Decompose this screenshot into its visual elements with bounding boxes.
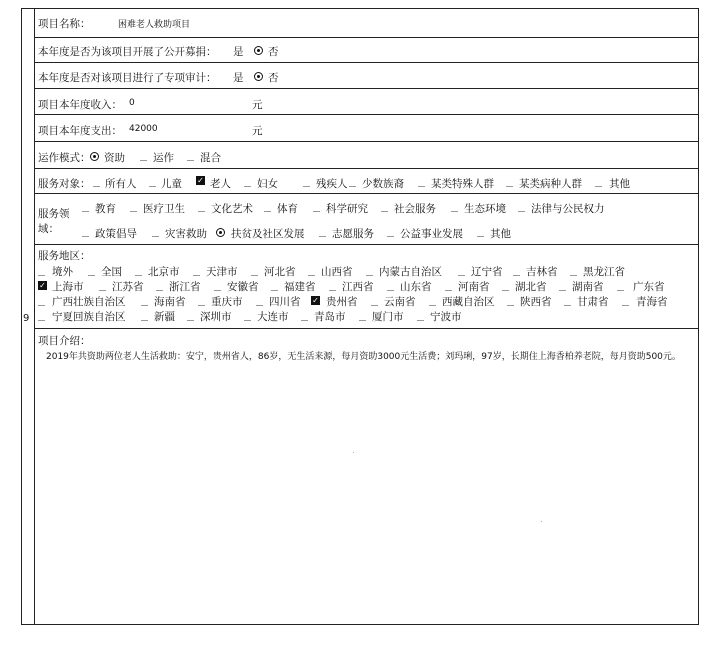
- field-label-other: 其他: [490, 228, 511, 240]
- area-label-heilongjiang: 黑龙江省: [583, 266, 625, 278]
- area-checkbox-liaoning[interactable]: [458, 268, 465, 276]
- area-checkbox-tibet[interactable]: [429, 298, 436, 306]
- area-label-jiangsu: 江苏省: [112, 281, 144, 293]
- special-audit-no-label: 否: [268, 72, 279, 84]
- area-label-dalian: 大连市: [257, 311, 289, 323]
- area-checkbox-hunan[interactable]: [559, 283, 566, 291]
- field-checkbox-culture[interactable]: [198, 204, 205, 212]
- field-label-social-service: 社会服务: [394, 203, 436, 215]
- area-label-guangdong: 广东省: [633, 281, 665, 293]
- target-label-minority: 少数族裔: [362, 178, 404, 190]
- area-checkbox-qingdao[interactable]: [301, 313, 308, 321]
- area-checkbox-guangxi[interactable]: [38, 298, 45, 306]
- area-label-shanxi: 山西省: [321, 266, 353, 278]
- target-checkbox-women[interactable]: [244, 179, 251, 187]
- project-name-label: 项目名称：: [38, 18, 91, 30]
- service-field-label-1: 服务领: [38, 208, 70, 220]
- area-label-gansu: 甘肃省: [577, 296, 609, 308]
- area-label-zhejiang: 浙江省: [169, 281, 201, 293]
- field-checkbox-sports[interactable]: [264, 204, 271, 212]
- operation-mode-label: 运作模式：: [38, 152, 91, 164]
- area-label-jilin: 吉林省: [526, 266, 558, 278]
- area-checkbox-chongqing[interactable]: [198, 298, 205, 306]
- target-label-all: 所有人: [105, 178, 137, 190]
- area-checkbox-shanghai[interactable]: ✓: [39, 281, 46, 290]
- area-label-fujian: 福建省: [284, 281, 316, 293]
- area-checkbox-fujian[interactable]: [271, 283, 278, 291]
- area-label-shaanxi: 陕西省: [520, 296, 552, 308]
- expense-row: [35, 115, 699, 142]
- area-checkbox-yunnan[interactable]: [371, 298, 378, 306]
- area-label-hubei: 湖北省: [515, 281, 547, 293]
- area-checkbox-hebei[interactable]: [251, 268, 258, 276]
- area-checkbox-shaanxi[interactable]: [507, 298, 514, 306]
- field-label-disaster: 灾害救助: [165, 228, 207, 240]
- field-checkbox-law[interactable]: [518, 204, 525, 212]
- area-checkbox-henan[interactable]: [445, 283, 452, 291]
- area-label-guizhou: 贵州省: [326, 296, 358, 308]
- field-label-education: 教育: [95, 203, 116, 215]
- area-checkbox-ningxia[interactable]: [38, 313, 45, 321]
- field-label-culture: 文化艺术: [211, 203, 253, 215]
- scan-speck: [541, 521, 542, 522]
- scan-speck: [353, 452, 354, 453]
- field-label-poverty: 扶贫及社区发展: [231, 228, 305, 240]
- operation-mode-operating-label: 运作: [153, 152, 174, 164]
- income-row: [35, 89, 699, 115]
- area-checkbox-shandong[interactable]: [387, 283, 394, 291]
- field-radio-poverty[interactable]: [216, 228, 225, 237]
- service-field-label-2: 域：: [38, 223, 59, 235]
- field-checkbox-ecology[interactable]: [451, 204, 458, 212]
- area-label-chongqing: 重庆市: [211, 296, 243, 308]
- area-checkbox-inner-mongolia[interactable]: [366, 268, 373, 276]
- area-label-tianjin: 天津市: [206, 266, 238, 278]
- area-label-qingdao: 青岛市: [314, 311, 346, 323]
- area-checkbox-hainan[interactable]: [141, 298, 148, 306]
- area-checkbox-shenzhen[interactable]: [187, 313, 194, 321]
- area-checkbox-guizhou[interactable]: ✓: [312, 296, 319, 305]
- area-label-xiamen: 厦门市: [372, 311, 404, 323]
- area-checkbox-ningbo[interactable]: [417, 313, 424, 321]
- area-checkbox-guangdong[interactable]: [617, 283, 624, 291]
- row-number: 9: [23, 313, 30, 324]
- operation-mode-mixed-radio[interactable]: [187, 153, 194, 161]
- area-checkbox-hubei[interactable]: [502, 283, 509, 291]
- area-label-inner-mongolia: 内蒙古自治区: [379, 266, 442, 278]
- field-checkbox-social-service[interactable]: [381, 204, 388, 212]
- field-checkbox-disaster[interactable]: [152, 229, 159, 237]
- area-label-yunnan: 云南省: [384, 296, 416, 308]
- intro-label: 项目介绍：: [38, 335, 91, 347]
- service-target-row: [35, 169, 699, 194]
- area-label-anhui: 安徽省: [227, 281, 259, 293]
- field-label-public-welfare: 公益事业发展: [400, 228, 463, 240]
- area-checkbox-jiangxi[interactable]: [329, 283, 336, 291]
- special-audit-no-radio[interactable]: [254, 72, 263, 81]
- area-checkbox-qinghai[interactable]: [622, 298, 629, 306]
- public-fundraising-no-radio[interactable]: [254, 46, 263, 55]
- special-audit-label: 本年度是否对该项目进行了专项审计：: [38, 72, 217, 84]
- field-label-science: 科学研究: [326, 203, 368, 215]
- income-value[interactable]: 0: [129, 98, 135, 108]
- area-checkbox-nationwide[interactable]: [88, 268, 95, 276]
- area-label-beijing: 北京市: [148, 266, 180, 278]
- project-name-row: [35, 8, 699, 38]
- field-checkbox-public-welfare[interactable]: [387, 229, 394, 237]
- area-checkbox-zhejiang[interactable]: [156, 283, 163, 291]
- target-label-disabled: 残疾人: [316, 178, 348, 190]
- field-checkbox-science[interactable]: [313, 204, 320, 212]
- operation-mode-row: [35, 142, 699, 169]
- public-fundraising-yes-label: 是: [233, 46, 244, 58]
- area-checkbox-anhui[interactable]: [214, 283, 221, 291]
- target-checkbox-all[interactable]: [93, 179, 100, 187]
- target-checkbox-disabled[interactable]: [303, 179, 310, 187]
- area-label-jiangxi: 江西省: [342, 281, 374, 293]
- field-checkbox-volunteer[interactable]: [319, 229, 326, 237]
- operation-mode-funding-radio[interactable]: [90, 152, 99, 161]
- special-audit-yes-radio[interactable]: [223, 72, 231, 80]
- intro-text: 2019年共资助两位老人生活救助：安宁，贵州省人，86岁，无生活来源，每月资助3000元生活费；刘玛琍，97岁，长期住上海香柏养老院，每月资助500元。: [46, 352, 681, 362]
- area-label-shanghai: 上海市: [52, 281, 84, 293]
- target-label-children: 儿童: [161, 178, 182, 190]
- area-label-qinghai: 青海省: [636, 296, 668, 308]
- target-label-disease-group: 某类病种人群: [519, 178, 582, 190]
- area-checkbox-gansu[interactable]: [564, 298, 571, 306]
- operation-mode-mixed-label: 混合: [200, 152, 221, 164]
- expense-unit: 元: [252, 125, 263, 137]
- service-area-row: [35, 245, 699, 329]
- expense-value[interactable]: 42000: [129, 124, 158, 134]
- service-field-row: [35, 194, 699, 245]
- field-label-policy: 政策倡导: [95, 228, 137, 240]
- operation-mode-operating-radio[interactable]: [140, 153, 147, 161]
- area-checkbox-sichuan[interactable]: [256, 298, 263, 306]
- target-checkbox-special-group[interactable]: [418, 179, 425, 187]
- target-checkbox-other[interactable]: [595, 179, 602, 187]
- area-label-liaoning: 辽宁省: [471, 266, 503, 278]
- field-checkbox-health[interactable]: [130, 204, 137, 212]
- target-checkbox-children[interactable]: [149, 179, 156, 187]
- area-label-tibet: 西藏自治区: [442, 296, 495, 308]
- area-label-hainan: 海南省: [154, 296, 186, 308]
- target-checkbox-minority[interactable]: [349, 179, 356, 187]
- project-name-value: 困难老人救助项目: [118, 20, 191, 30]
- area-checkbox-xinjiang[interactable]: [141, 313, 148, 321]
- area-checkbox-heilongjiang[interactable]: [570, 268, 577, 276]
- field-label-sports: 体育: [277, 203, 298, 215]
- public-fundraising-yes-radio[interactable]: [223, 46, 231, 54]
- target-checkbox-disease-group[interactable]: [506, 179, 513, 187]
- field-checkbox-other[interactable]: [477, 229, 484, 237]
- field-label-law: 法律与公民权力: [531, 203, 605, 215]
- area-label-xinjiang: 新疆: [154, 311, 175, 323]
- area-label-sichuan: 四川省: [269, 296, 301, 308]
- area-label-overseas: 境外: [52, 266, 73, 278]
- target-checkbox-elderly[interactable]: ✓: [197, 176, 204, 185]
- public-fundraising-no-label: 否: [268, 46, 279, 58]
- special-audit-yes-label: 是: [233, 72, 244, 84]
- area-label-nationwide: 全国: [101, 266, 122, 278]
- income-label: 项目本年度收入：: [38, 99, 122, 111]
- area-checkbox-shanxi[interactable]: [308, 268, 315, 276]
- area-label-shenzhen: 深圳市: [200, 311, 232, 323]
- area-checkbox-beijing[interactable]: [135, 268, 142, 276]
- area-label-guangxi: 广西壮族自治区: [52, 296, 126, 308]
- area-label-henan: 河南省: [458, 281, 490, 293]
- field-label-ecology: 生态环境: [464, 203, 506, 215]
- area-checkbox-jiangsu[interactable]: [99, 283, 106, 291]
- public-fundraising-row: [35, 38, 699, 63]
- expense-label: 项目本年度支出：: [38, 125, 122, 137]
- field-label-health: 医疗卫生: [143, 203, 185, 215]
- field-checkbox-policy[interactable]: [82, 229, 89, 237]
- field-label-volunteer: 志愿服务: [332, 228, 374, 240]
- area-label-hunan: 湖南省: [572, 281, 604, 293]
- service-area-label: 服务地区：: [38, 250, 91, 262]
- area-label-ningbo: 宁波市: [430, 311, 462, 323]
- target-label-women: 妇女: [257, 178, 278, 190]
- operation-mode-funding-label: 资助: [104, 152, 125, 164]
- target-label-special-group: 某类特殊人群: [431, 178, 494, 190]
- area-checkbox-overseas[interactable]: [38, 268, 45, 276]
- public-fundraising-label: 本年度是否为该项目开展了公开募捐：: [38, 46, 217, 58]
- area-checkbox-tianjin[interactable]: [193, 268, 200, 276]
- area-label-ningxia: 宁夏回族自治区: [52, 311, 126, 323]
- area-label-shandong: 山东省: [400, 281, 432, 293]
- field-checkbox-education[interactable]: [82, 204, 89, 212]
- income-unit: 元: [252, 99, 263, 111]
- area-checkbox-jilin[interactable]: [513, 268, 520, 276]
- target-label-elderly: 老人: [210, 178, 231, 190]
- target-label-other: 其他: [609, 178, 630, 190]
- special-audit-row: [35, 63, 699, 89]
- area-label-hebei: 河北省: [264, 266, 296, 278]
- area-checkbox-xiamen[interactable]: [359, 313, 366, 321]
- area-checkbox-dalian[interactable]: [244, 313, 251, 321]
- service-target-label: 服务对象：: [38, 178, 91, 190]
